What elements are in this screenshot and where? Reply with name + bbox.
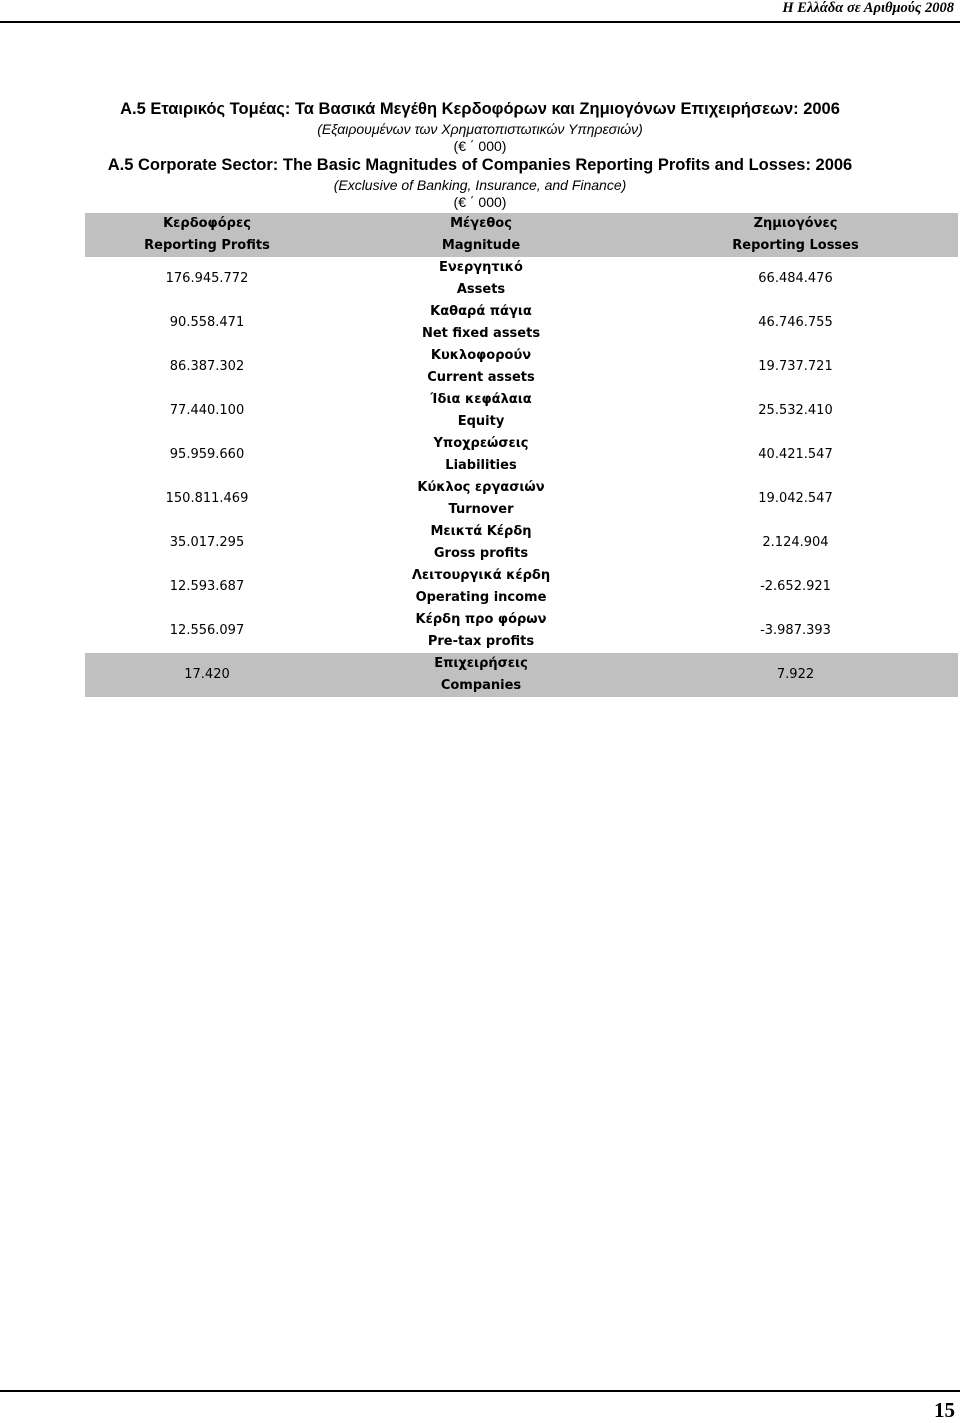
table-row <box>85 477 958 521</box>
magnitude-label-gr: Υποχρεώσεις <box>433 436 529 451</box>
units-label-2: (€ ΄ 000) <box>453 194 507 210</box>
footer-rule <box>0 1390 960 1392</box>
profits-value: 12.593.687 <box>169 579 245 594</box>
header-losses-en: Reporting Losses <box>732 238 859 253</box>
magnitude-label <box>329 301 633 345</box>
profits-value: 90.558.471 <box>169 315 245 330</box>
magnitude-label-gr: Καθαρά πάγια <box>430 304 532 319</box>
magnitude-label <box>329 389 633 433</box>
greek-title: A.5 Εταιρικός Τομέας: Τα Βασικά Μεγέθη Κερδοφόρων και Ζημιογόνων Επιχειρήσεων: 2006 <box>120 100 840 118</box>
magnitude-label-en: Equity <box>457 414 505 429</box>
table-row <box>85 389 958 433</box>
magnitude-label-en: Pre-tax profits <box>427 634 535 649</box>
profits-value: 176.945.772 <box>165 271 249 286</box>
losses-value: -3.987.393 <box>760 623 831 638</box>
profits-value: 12.556.097 <box>169 623 245 638</box>
magnitude-label-gr: Επιχειρήσεις <box>434 656 528 671</box>
profits-value: 35.017.295 <box>169 535 245 550</box>
header-magnitude-en: Magnitude <box>441 238 521 253</box>
profits-value: 95.959.660 <box>169 447 245 462</box>
magnitude-label <box>329 653 633 697</box>
english-subtitle: (Exclusive of Banking, Insurance, and Finance) <box>333 177 627 193</box>
magnitude-label-en: Companies <box>440 678 522 693</box>
table-row-total <box>85 653 958 697</box>
table-row <box>85 345 958 389</box>
page-number: 15 <box>934 1398 955 1422</box>
magnitude-label <box>329 565 633 609</box>
losses-value: 2.124.904 <box>762 535 829 550</box>
table-row <box>85 257 958 301</box>
losses-value: 19.042.547 <box>758 491 833 506</box>
header-profits-en: Reporting Profits <box>144 238 270 253</box>
losses-value: 25.532.410 <box>758 403 833 418</box>
magnitude-label-en: Net fixed assets <box>421 326 541 341</box>
english-title: A.5 Corporate Sector: The Basic Magnitudes of Companies Reporting Profits and Losses: 2006 <box>107 156 853 174</box>
table-row <box>85 565 958 609</box>
running-header: Η Ελλάδα σε Αριθμούς 2008 <box>782 0 954 16</box>
header-magnitude <box>329 213 633 257</box>
magnitude-label <box>329 609 633 653</box>
losses-value: 19.737.721 <box>758 359 833 374</box>
greek-subtitle: (Εξαιρουμένων των Χρηματοπιστωτικών Υπηρεσιών) <box>317 121 643 137</box>
losses-value: 46.746.755 <box>758 315 833 330</box>
losses-value: 40.421.547 <box>758 447 833 462</box>
magnitude-label <box>329 433 633 477</box>
magnitude-label-gr: Ενεργητικό <box>439 260 523 275</box>
profits-value: 77.440.100 <box>169 403 245 418</box>
losses-value: -2.652.921 <box>760 579 831 594</box>
units-label-1: (€ ΄ 000) <box>453 138 507 154</box>
header-rule <box>0 21 960 23</box>
magnitude-label <box>329 521 633 565</box>
magnitude-label-en: Liabilities <box>445 458 517 473</box>
table-row <box>85 301 958 345</box>
profits-value: 17.420 <box>184 667 230 682</box>
magnitude-label-en: Gross profits <box>433 546 529 561</box>
table-header-row <box>85 213 958 257</box>
magnitude-label-gr: Λειτουργικά κέρδη <box>411 568 551 583</box>
table-row <box>85 609 958 653</box>
magnitude-label <box>329 345 633 389</box>
header-losses <box>633 213 958 257</box>
magnitude-label <box>329 257 633 301</box>
magnitude-label-gr: Κύκλος εργασιών <box>417 480 545 495</box>
header-profits-gr: Κερδοφόρες <box>163 216 251 231</box>
magnitude-label-gr: Ίδια κεφάλαια <box>430 392 532 407</box>
magnitude-label-gr: Κέρδη προ φόρων <box>415 612 547 627</box>
magnitude-label-gr: Μεικτά Κέρδη <box>430 524 532 539</box>
profits-value: 86.387.302 <box>169 359 245 374</box>
table-row <box>85 433 958 477</box>
losses-value: 66.484.476 <box>758 271 833 286</box>
header-losses-gr: Ζημιογόνες <box>753 216 838 231</box>
magnitude-label-en: Assets <box>456 282 506 297</box>
magnitudes-table <box>85 213 958 697</box>
losses-value: 7.922 <box>776 667 815 682</box>
header-profits <box>85 213 329 257</box>
header-magnitude-gr: Μέγεθος <box>450 216 512 231</box>
magnitude-label-en: Current assets <box>427 370 535 385</box>
magnitude-label-en: Operating income <box>415 590 547 605</box>
table-row <box>85 521 958 565</box>
profits-value: 150.811.469 <box>165 491 249 506</box>
magnitude-label-en: Turnover <box>448 502 514 517</box>
magnitude-label-gr: Κυκλοφορούν <box>430 348 532 363</box>
magnitude-label <box>329 477 633 521</box>
